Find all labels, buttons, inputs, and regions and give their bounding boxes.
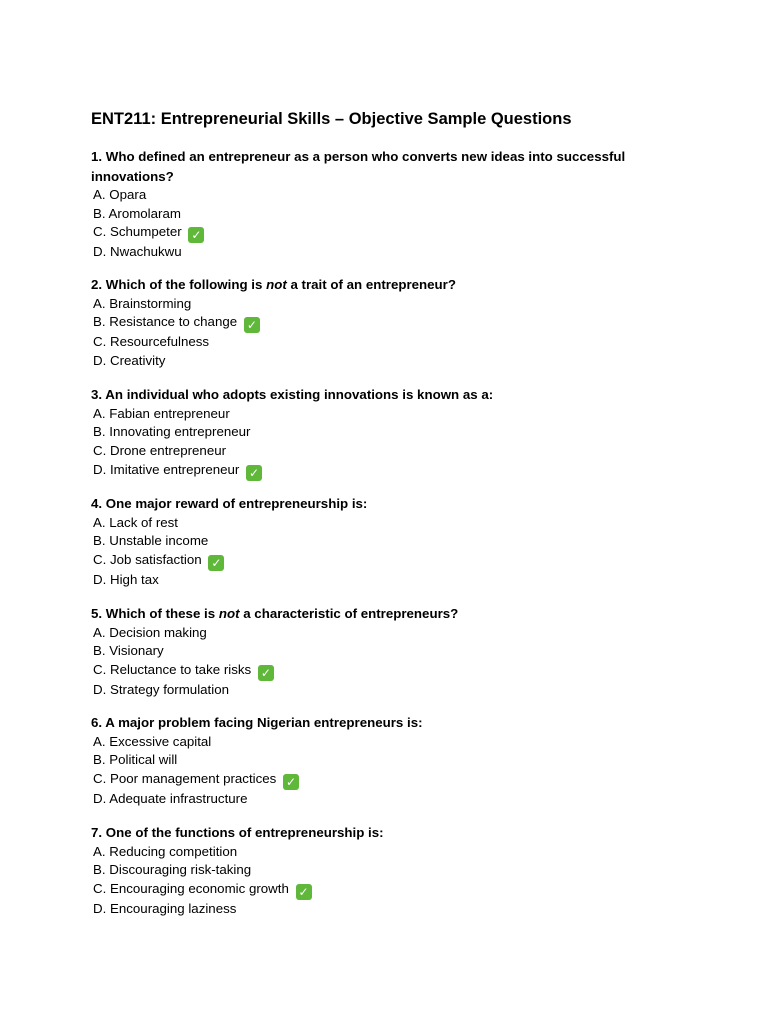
option-c: C. Job satisfaction ✓: [91, 551, 671, 571]
option-d: D. High tax: [93, 571, 159, 587]
check-mark-icon: ✓: [296, 884, 312, 900]
option-c: C. Drone entrepreneur: [93, 442, 227, 458]
option-c: C. Reluctance to take risks ✓: [91, 661, 671, 681]
option-d: D. Creativity: [93, 352, 166, 368]
option-c: C. Encouraging economic growth ✓: [91, 880, 671, 900]
question-7: [91, 823, 671, 919]
question-stem: 7. One of the functions of entrepreneurship is:: [91, 825, 384, 840]
option-c: C. Schumpeter ✓: [91, 223, 671, 243]
option-d: D. Nwachukwu: [93, 244, 182, 260]
check-mark-icon: ✓: [246, 465, 262, 481]
question-2: [91, 275, 671, 371]
check-mark-icon: ✓: [244, 317, 260, 333]
option-a: A. Brainstorming: [93, 295, 192, 311]
option-d: D. Strategy formulation: [93, 681, 229, 697]
option-c: C. Poor management practices ✓: [91, 770, 671, 790]
option-b: B. Visionary: [93, 643, 164, 659]
question-stem: 5. Which of these is not a characteristic of entrepreneurs?: [91, 606, 459, 621]
question-stem: 6. A major problem facing Nigerian entrepreneurs is:: [91, 715, 423, 730]
option-b: B. Discouraging risk-taking: [93, 862, 252, 878]
question-stem: 2. Which of the following is not a trait of an entrepreneur?: [91, 277, 456, 292]
option-d: D. Encouraging laziness: [93, 900, 237, 916]
question-3: [91, 385, 671, 481]
option-a: A. Reducing competition: [93, 843, 238, 859]
check-mark-icon: ✓: [283, 774, 299, 790]
option-a: A. Excessive capital: [93, 733, 212, 749]
check-mark-icon: ✓: [258, 665, 274, 681]
check-mark-icon: ✓: [208, 555, 224, 571]
question-4: [91, 494, 671, 590]
question-1: [91, 147, 671, 262]
check-mark-icon: ✓: [188, 227, 204, 243]
option-b: B. Political will: [93, 752, 178, 768]
question-stem: 4. One major reward of entrepreneurship is:: [91, 496, 368, 511]
question-stem: 1. Who defined an entrepreneur as a person who converts new ideas into successful innovations?: [91, 149, 626, 184]
option-b: B. Innovating entrepreneur: [93, 424, 251, 440]
option-a: A. Decision making: [93, 624, 207, 640]
option-b: B. Resistance to change ✓: [91, 313, 671, 333]
option-a: A. Lack of rest: [93, 514, 178, 530]
question-stem: 3. An individual who adopts existing innovations is known as a:: [91, 387, 494, 402]
question-6: [91, 713, 671, 809]
option-a: A. Fabian entrepreneur: [93, 405, 230, 421]
question-5: [91, 604, 671, 700]
option-d: D. Adequate infrastructure: [93, 790, 248, 806]
option-b: B. Aromolaram: [93, 205, 181, 221]
page-title: ENT211: Entrepreneurial Skills – Objective Sample Questions: [91, 110, 572, 128]
option-c: C. Resourcefulness: [93, 334, 210, 350]
option-a: A. Opara: [93, 187, 147, 202]
option-d: D. Imitative entrepreneur ✓: [91, 461, 671, 481]
option-b: B. Unstable income: [93, 533, 209, 549]
